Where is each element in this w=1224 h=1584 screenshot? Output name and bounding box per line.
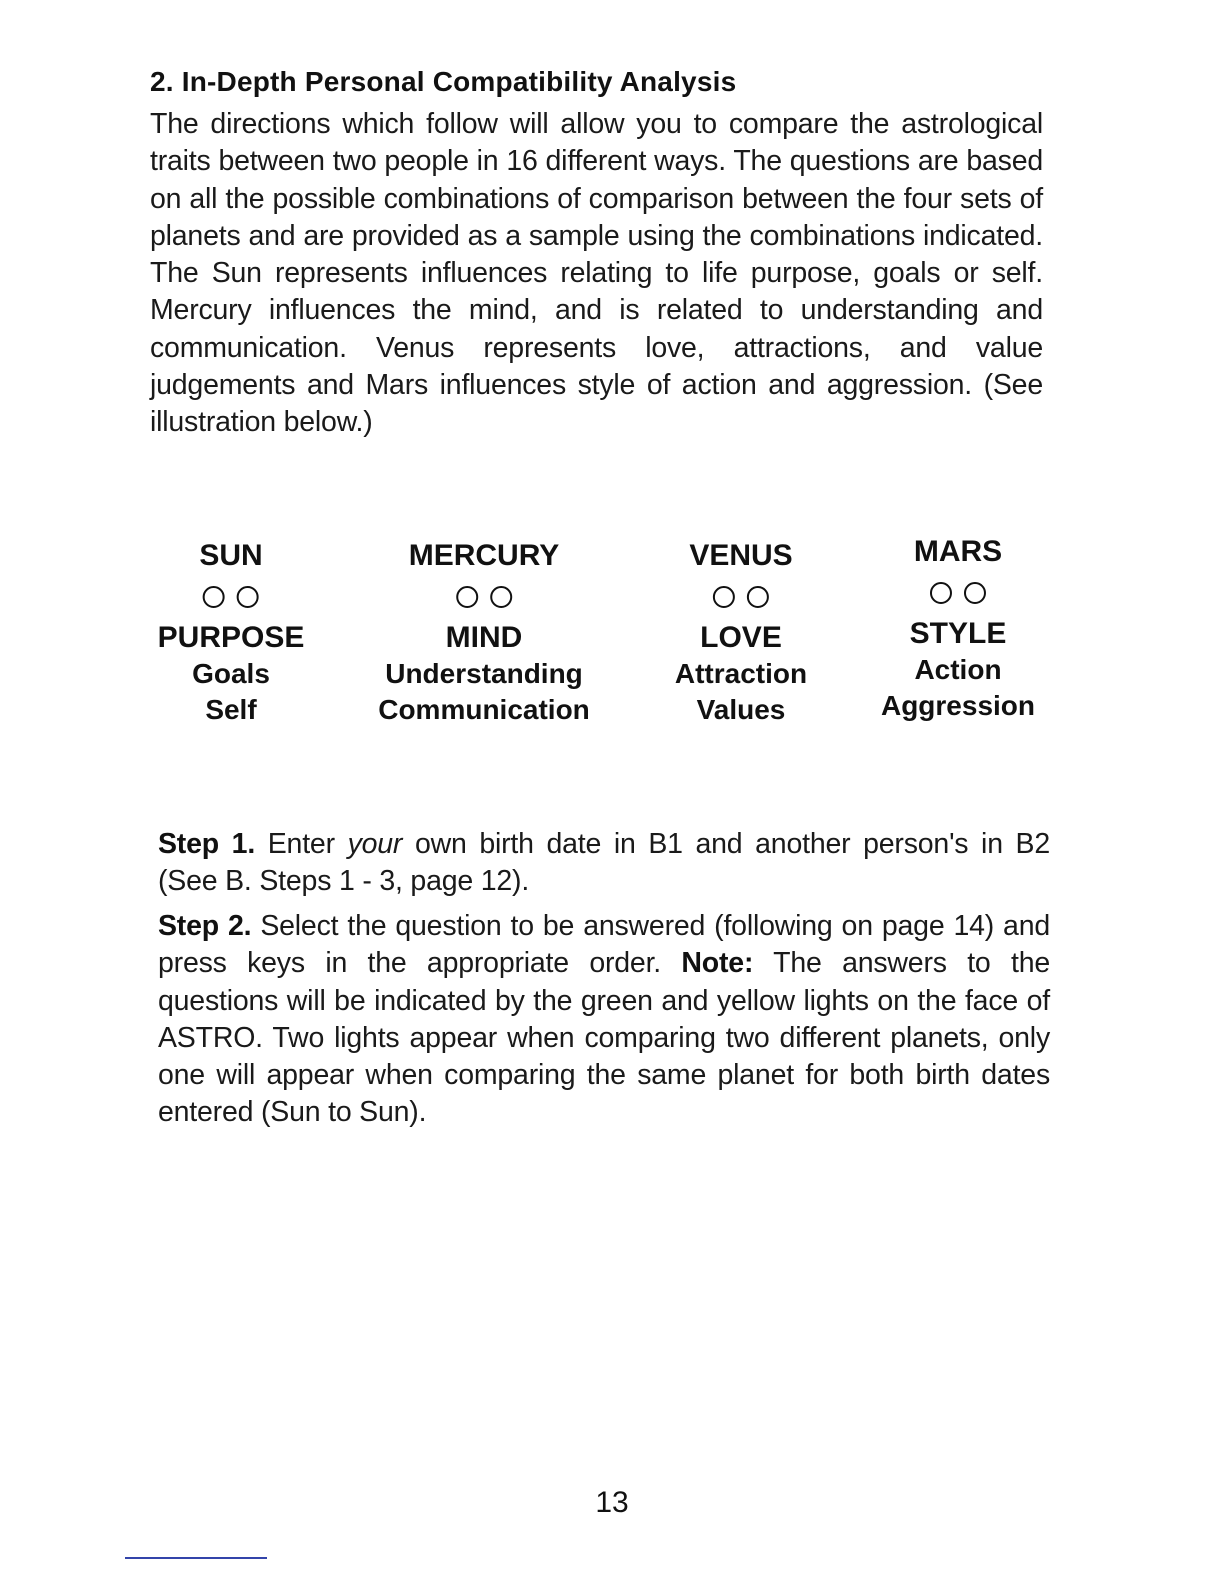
planet-trait: Action <box>914 654 1002 685</box>
planet-name: MARS <box>913 535 1003 568</box>
step-text-italic: your <box>347 828 403 860</box>
planet-mars <box>881 532 1035 724</box>
planet-name: MERCURY <box>408 539 560 572</box>
light-circle-icon <box>747 586 769 608</box>
intro-paragraph: The directions which follow will allow you to compare the astrological traits between two people in 16 different ways. The questions are based on all the possible combinations of comparison between the four sets of planets and are provided as a sample using the combinations indicated. The Sun represents influences relating to life purpose, goals or self. Mercury influences the mind, and is related to understanding and communication. Venus represents love, attractions, and value judgements and Mars influences style of action and aggression. (See illustration below.) <box>150 108 1043 439</box>
page-number: 13 <box>595 1486 629 1519</box>
step-text: Select the question to be answered (following on page 14) and press keys in the appropriate order. <box>158 910 1051 980</box>
indicator-lights <box>203 586 259 608</box>
step-text: Enter <box>255 828 348 860</box>
step-label: Step 1. <box>158 828 256 860</box>
light-circle-icon <box>964 582 986 604</box>
planet-mercury <box>378 536 590 728</box>
step-text: The answers to the questions will be indicated by the green and yellow lights on the face of ASTRO. Two lights appear when comparing two different planets, only one will appear when comparing the same planet for both birth dates entered (Sun to Sun). <box>158 947 1050 1129</box>
step-1-paragraph <box>158 826 1050 901</box>
light-circle-icon <box>930 582 952 604</box>
planet-trait: Goals <box>192 658 270 689</box>
planet-trait: Self <box>205 694 257 725</box>
planet-trait: Values <box>696 694 786 725</box>
planet-trait: Attraction <box>674 658 808 689</box>
planet-name: VENUS <box>689 539 793 572</box>
indicator-lights <box>456 586 512 608</box>
planet-trait-main: PURPOSE <box>157 621 305 654</box>
note-label: Note: <box>681 947 754 980</box>
light-circle-icon <box>237 586 259 608</box>
light-circle-icon <box>490 586 512 608</box>
planet-trait: Understanding <box>385 658 583 689</box>
planet-trait-main: MIND <box>445 621 523 654</box>
step-label: Step 2. <box>158 910 252 942</box>
planet-venus <box>675 536 807 728</box>
planet-name: SUN <box>199 539 263 572</box>
indicator-lights <box>713 586 769 608</box>
step-text: own birth date in B1 and another person's in B2 (See B. Steps 1 - 3, page 12). <box>158 828 1051 898</box>
planet-sun <box>158 536 305 728</box>
light-circle-icon <box>456 586 478 608</box>
indicator-lights <box>930 582 986 604</box>
step-2-paragraph <box>158 908 1050 1132</box>
light-circle-icon <box>713 586 735 608</box>
planet-trait: Communication <box>378 694 590 725</box>
light-circle-icon <box>203 586 225 608</box>
section-title: 2. In-Depth Personal Compatibility Analysis <box>150 66 737 97</box>
planet-trait: Aggression <box>880 690 1036 721</box>
planet-trait-main: LOVE <box>700 621 782 654</box>
margin-underline <box>125 1557 267 1559</box>
planet-trait-main: STYLE <box>909 617 1007 650</box>
